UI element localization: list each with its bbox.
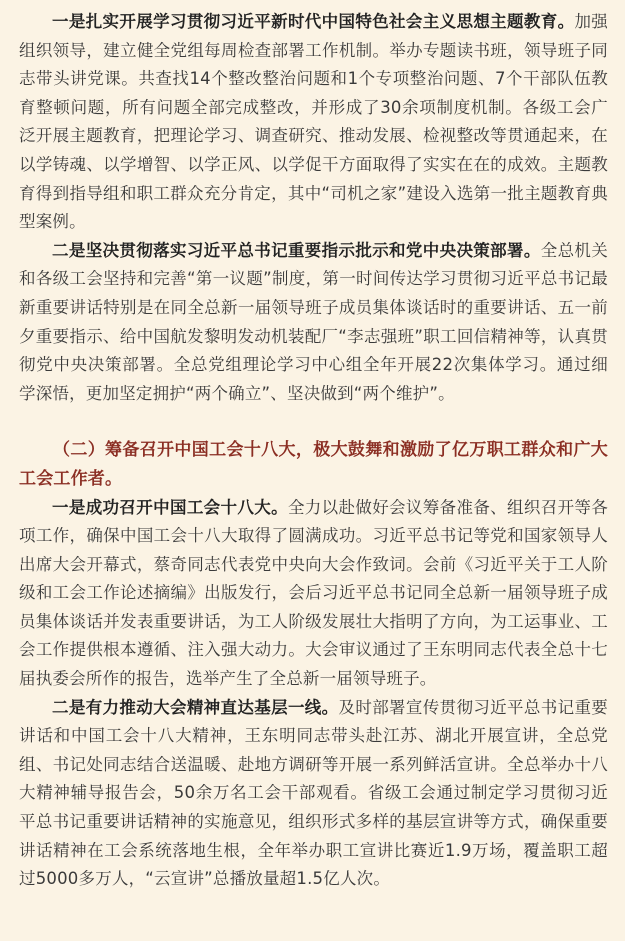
paragraph-body: 全力以赴做好会议筹备准备、组织召开等各项工作，确保中国工会十八大取得了圆满成功。习近平总书记等党和国家领导人出席大会开幕式，蔡奇同志代表党中央向大会作致词。会前《习近平关于工人阶级和工会工作论述摘编》出版发行，会后习近平总书记同全总新一届领导班子成员集体谈话并发表重要讲话，为工人阶级发展壮大指明了方向，为工运事业、工会工作提供根本遵循、注入强大动力。大会审议通过了王东明同志代表全总十七届执委会所作的报告，选举产生了全总新一届领导班子。 bbox=[19, 497, 608, 689]
paragraph-lead: 一是扎实开展学习贯彻习近平新时代中国特色社会主义思想主题教育。 bbox=[52, 12, 575, 31]
paragraph-congress-held bbox=[19, 494, 608, 694]
paragraph-body: 及时部署宣传贯彻习近平总书记重要讲话和中国工会十八大精神，王东明同志带头赴江苏、湖北开展宣讲，全总党组、书记处同志结合送温暖、赴地方调研等开展一系列鲜活宣讲。全总举办十八大精神辅导报告会，50余万名工会干部观看。省级工会通过制定学习贯彻习近平总书记重要讲话精神的实施意见，组织形式多样的基层宣讲等方式，确保重要讲话精神在工会系统落地生根，全年举办职工宣讲比赛近1.9万场，覆盖职工超过5000多万人，“云宣讲”总播放量超1.5亿人次。 bbox=[19, 697, 608, 889]
paragraph-body: 加强组织领导，建立健全党组每周检查部署工作机制。举办专题读书班，领导班子同志带头讲党课。共查找14个整改整治问题和1个专项整治问题、7个干部队伍教育整顿问题，所有问题全部完成整改，并形成了30余项制度机制。各级工会广泛开展主题教育，把理论学习、调查研究、推动发展、检视整改等贯通起来，在以学铸魂、以学增智、以学正风、以学促干方面取得了实实在在的成效。主题教育得到指导组和职工群众充分肯定，其中“司机之家”建设入选第一批主题教育典型案例。 bbox=[19, 12, 609, 232]
paragraph-theme-education bbox=[19, 8, 608, 237]
paragraph-lead: 二是有力推动大会精神直达基层一线。 bbox=[52, 697, 339, 717]
section-heading: （二）筹备召开中国工会十八大，极大鼓舞和激励了亿万职工群众和广大工会工作者。 bbox=[19, 440, 608, 489]
paragraph-implement-instructions bbox=[19, 237, 608, 409]
paragraph-lead: 二是坚决贯彻落实习近平总书记重要指示批示和党中央决策部署。 bbox=[52, 240, 541, 260]
paragraph-body: 全总机关和各级工会坚持和完善“第一议题”制度，第一时间传达学习贯彻习近平总书记最新重要讲话特别是在同全总新一届领导班子成员集体谈话时的重要讲话、五一前夕重要指示、给中国航发黎明发动机装配厂“李志强班”职工回信精神等，认真贯彻党中央决策部署。全总党组理论学习中心组全年开展22次集体学习。通过细学深悟，更加坚定拥护“两个确立”、坚决做到“两个维护”。 bbox=[19, 240, 608, 403]
paragraph-lead: 一是成功召开中国工会十八大。 bbox=[52, 497, 288, 517]
paragraph-spirit-grassroots bbox=[19, 694, 608, 894]
